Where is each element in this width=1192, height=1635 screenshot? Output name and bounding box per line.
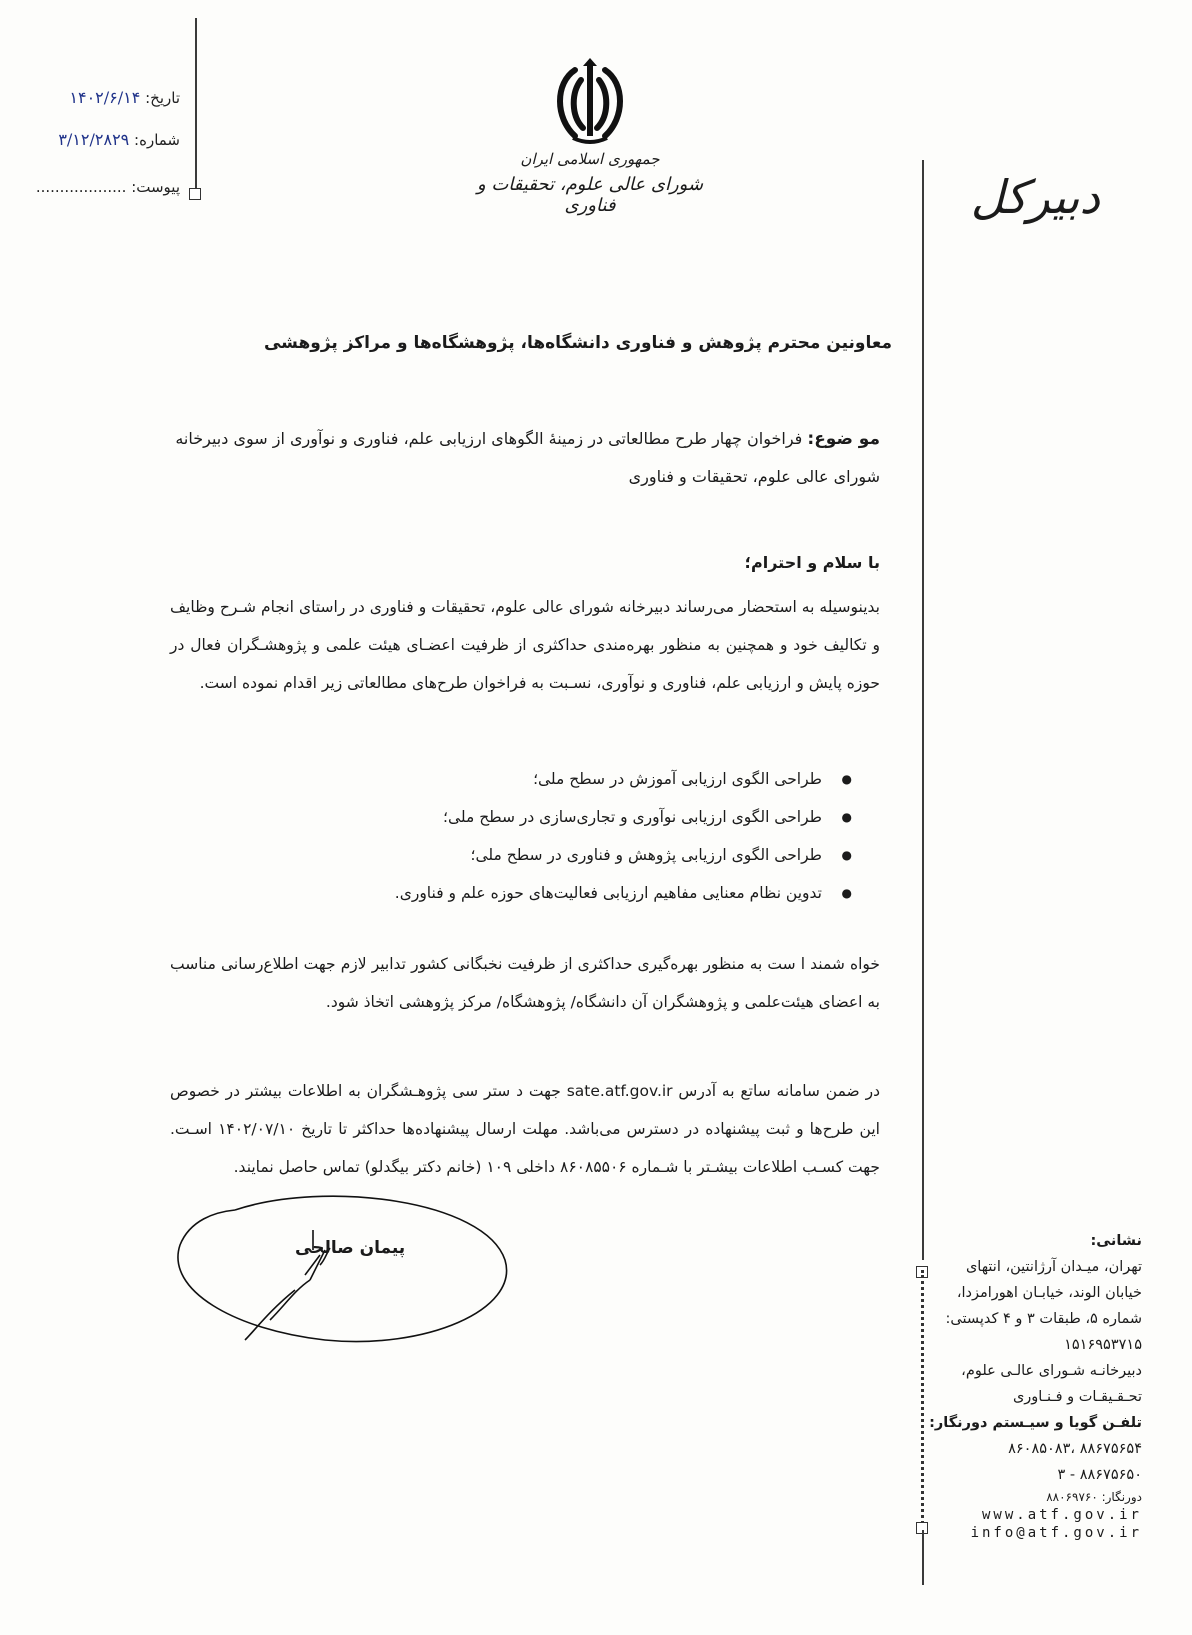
number-label: شماره: [134, 131, 180, 149]
address-label: نشانی: [1090, 1233, 1142, 1249]
date-label: تاریخ: [145, 89, 180, 107]
project-list [172, 760, 852, 912]
phone-numbers: ۸۸۶۷۵۶۵۴ ،۸۶۰۸۵۰۸۳ [1008, 1441, 1142, 1457]
website-link: www.atf.gov.ir [981, 1507, 1142, 1523]
list-item: ● تدوین نظام معنایی مفاهیم ارزیابی فعالیت‌های حوزه علم و فناوری. [172, 874, 852, 912]
emblem-icon [545, 58, 635, 148]
date-row [69, 88, 180, 107]
email-link: info@atf.gov.ir [970, 1525, 1142, 1541]
right-rule [922, 160, 924, 1260]
body-paragraph-3: در ضمن سامانه ساتع به آدرس sate.atf.gov.ir جهت د ستر سی پژوهـشگران به اطلاعات بیشتر در خصوص این طرح‌ها و ثبت پیشنهاده در دسترس می‌باشد. مهلت ارسال پیشنهاده‌ها حداکثر تا تاریخ ۱۴۰۲/۰۷/۱۰ اسـت. جهت کسـب اطلاعات بیشـتر با شـماره ۸۶۰۸۵۵۰۶ داخلی ۱۰۹ (خانم دکتر بیگدلو) تماس حاصل نمایند. [170, 1082, 880, 1176]
postal-code: ۱۵۱۶۹۵۳۷۱۵ [1064, 1337, 1142, 1353]
address-line: شماره ۵، طبقات ۳ و ۴ کدپستی: [945, 1311, 1142, 1327]
organization-name [455, 150, 725, 216]
address-line: تحـقـیقـات و فـنـاوری [1012, 1389, 1142, 1405]
greeting: با سلام و احترام؛ [744, 553, 880, 572]
address-block [902, 1228, 1142, 1542]
date-value: ۱۴۰۲/۶/۱۴ [69, 88, 141, 107]
rule-marker [189, 188, 201, 200]
address-line: خیابان الوند، خیابـان اهورامزدا، [956, 1285, 1142, 1301]
attachment-row [36, 178, 180, 196]
number-value: ۳/۱۲/۲۸۲۹ [58, 130, 130, 149]
phone-numbers-2: ۸۸۶۷۵۶۵۰ - ۳ [1057, 1467, 1142, 1483]
body-paragraph-2: خواه شمند ا ست به منظور بهره‌گیری حداکثری از ظرفیت نخبگانی کشور تدابیر لازم جهت اطلاع‌رسانی مناسب به اعضای هیئت‌علمی و پژوهشگران آن دانشگاه/ پژوهشگاه/ مرکز پژوهشی اتخاذ شود. [170, 955, 880, 1011]
address-line: تهران، میـدان آرژانتین، انتهای [965, 1259, 1142, 1275]
number-row [58, 130, 180, 149]
list-item: ● طراحی الگوی ارزیابی آموزش در سطح ملی؛ [172, 760, 852, 798]
attachment-label: پیوست: [131, 178, 180, 196]
org-line-2: شورای عالی علوم، تحقیقات و فناوری [476, 174, 704, 216]
attachment-dots: ................... [35, 178, 127, 196]
body-paragraph-1: بدینوسیله به استحضار می‌رساند دبیرخانه شورای عالی علوم، تحقیقات و فناوری در راستای انجام شـرح وظایف و تکالیف خود و همچنین به منظور بهره‌مندی حداکثری از ظرفیت اعضـای هیئت علمی و پژوهشـگران فعال در حوزه پایش و ارزیابی علم، فناوری و نوآوری، نسـبت به فراخوان طرح‌های مطالعاتی زیر اقدام نموده است. [170, 598, 880, 692]
address-line: دبیرخانـه شـورای عالـی علوم، [961, 1363, 1142, 1379]
left-rule [195, 18, 197, 196]
subject [170, 420, 880, 496]
phone-label: تلفـن گویا و سیـستم دورنگار: [929, 1415, 1142, 1431]
signature-icon [175, 1190, 515, 1360]
list-item: ● طراحی الگوی ارزیابی نوآوری و تجاری‌سازی در سطح ملی؛ [172, 798, 852, 836]
recipient: معاونین محترم پژوهش و فناوری دانشگاه‌ها، پژوهشگاه‌ها و مراکز پژوهشی [263, 333, 892, 353]
list-item: ● طراحی الگوی ارزیابی پژوهش و فناوری در سطح ملی؛ [172, 836, 852, 874]
org-line-1: جمهوری اسلامی ایران [520, 150, 660, 168]
fax-number: دورنگار: ۸۸۰۶۹۷۶۰ [1046, 1490, 1142, 1504]
subject-label: مو ضوع: [807, 429, 880, 449]
signer-name: پیمان صالحی [295, 1238, 406, 1258]
secretary-general-title: دبیرکل [970, 170, 1100, 224]
subject-text: فراخوان چهار طرح مطالعاتی در زمینهٔ الگوهای ارزیابی علم، فناوری و نوآوری از سوی دبیرخانه شورای عالی علوم، تحقیقات و فناوری [175, 429, 880, 486]
